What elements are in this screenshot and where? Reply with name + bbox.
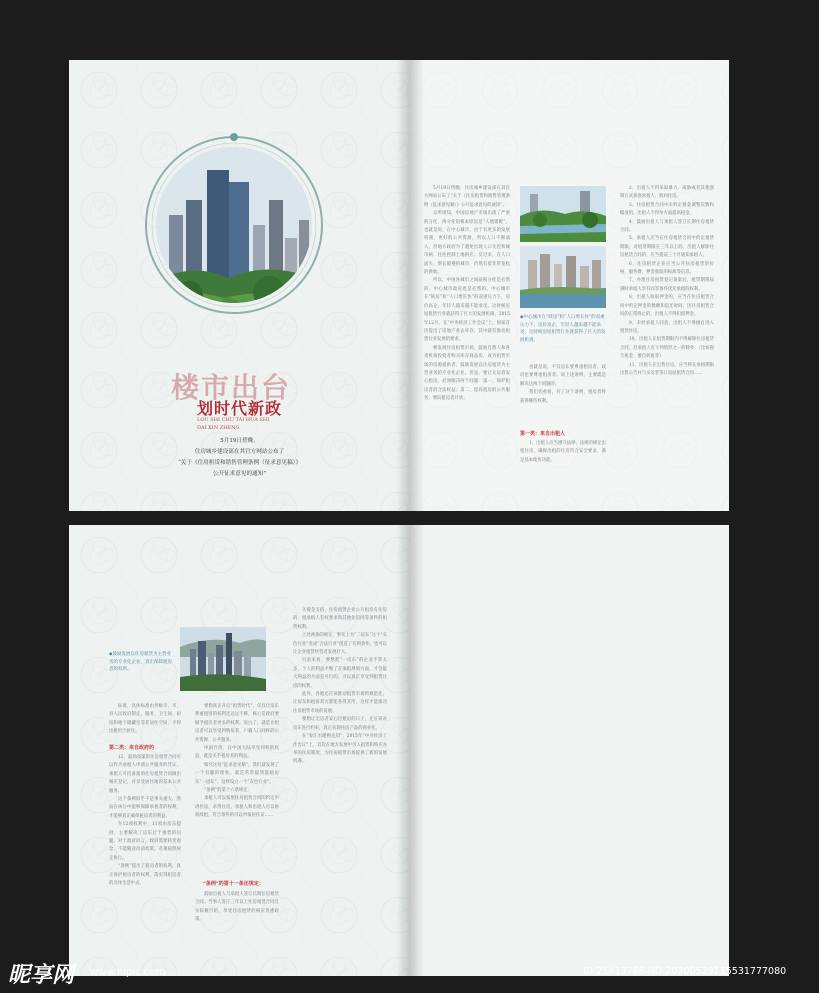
paragraph: 12、鼓励备案的住房租赁合同可以作为承租人申请公共服务的凭证，承租人可持备案的住房租赁合同做出相应登记，并享受居住地的基本公共服务。 [109, 755, 181, 794]
article-column-1 [424, 185, 510, 404]
section-heading: 第二类：来自政府的 [109, 745, 155, 751]
paragraph: 鼓励出租人与承租人签订长期住房租赁合同。当事人签订三年以上住房租赁合同且实际履行的，享受住房租赁的相应优惠政策。 [195, 892, 279, 923]
hongkong-skyline-photo [180, 627, 266, 691]
paragraph: 也就是说，不仅房东要尊重租房者，政府也要尊重租房者。而上述条例，主要就是解决这两个问题的。 [520, 365, 606, 387]
list-item: 11、出租人在出售住房，应当将在承租期限出售公告并与买受者签订房屋租赁合同…… [620, 362, 714, 376]
section-heading: 第一类：来自出租人 [520, 431, 566, 437]
list-item: 8、出租人收取押金的，应当在住房租赁合同中约定押金的数额和返还时间，因住房租赁合同的正常终止的，出租人不得扣留押金。 [620, 295, 714, 318]
riverside-city-photo [520, 246, 606, 308]
paragraph: 此外，各地还应该推动租赁市场的规范化，让房东和租客双方都能各得其所，这样才能推动住房租赁市场的发展。 [293, 692, 387, 714]
paragraph: 要发展住房租赁市场，鼓励自然人和各类机构投资者购买库存商品房，成为租赁市场的房源提供者，鼓励发展以住房租赁为主营业务的专业化企业。但是，要让无房者安心租房，必须解决两个问题：第一，保护租房者的合法权益；第二，提高租房的公共服务，要向租房者开放。 [424, 345, 510, 402]
article-column-2-items [520, 440, 606, 465]
watermark-id: ID:21413768 NO:20200529115531777080 [583, 966, 787, 977]
paragraph: 标准，具体标准由县级市、市、县人民政府制定，服务、卫生间、厨房和地下储藏室等非居住空间，不得出租用于居住。 [109, 704, 181, 735]
paragraph: 细究这份“征求意见稿”，我们就发现了一个有趣的现象，就是常常提到鼓励房东“一房东”，这样设立一个“友邑行业”。 [195, 762, 279, 785]
pinyin-line-1: LOU SHI CHU TAI HUA SHI [197, 417, 270, 423]
paragraph: 我们先看看，有了这个条例，租房者将获得哪些权利。 [520, 390, 606, 404]
photo-caption: ◆中心城市在“缺房”和“人口增长快”的双重压力下，房价高企，年轻人越来越不能承受，这时候房屋租赁行业就获得了巨大的发展机遇。 [520, 315, 606, 343]
paragraph: 上述两条的规定，事实上为“二房东”这个“灰色行业”变成“合法行业”创造了有利条件。也可以让企业租赁经营者发展壮大。 [293, 633, 387, 656]
spread1-left-page [69, 60, 410, 511]
intro-line: “关于《住房租赁和销售管理条例（征求意见稿）》 [177, 460, 302, 466]
list-item: 9、未经承租人同意，出租人不得擅自进入租赁住房。 [620, 320, 714, 334]
page-shadow [410, 60, 424, 511]
intro-line: 住房城乡建设部在其官方网站公布了 [194, 449, 285, 455]
title-subtitle: 划时代新政 [197, 399, 283, 418]
paragraph: 目前来看，要想把“一房东”的企业不算太多，个人的利益平衡了在承租规划方面，才会最大利益的方面是可行的，可以真正享受到租赁住房的权利。 [293, 658, 387, 689]
intro-line: 公开征求意见的通知” [212, 471, 267, 477]
list-item: 4、鼓励出租人与承租人签订长期住房租赁合同。 [620, 219, 714, 234]
page-shadow [410, 525, 424, 976]
watermark-url: www.nipic.com [90, 967, 166, 978]
paragraph: 要想让无房者安心过租房的日子，还应该对房东进行约束，真正实现住房产品的商业化。 [293, 717, 387, 731]
list-item: 2、出租人不得采取暴力、威胁或者其他强制方式驱逐承租人、收回住房。 [620, 186, 714, 200]
paragraph: 中国台湾，在中国大陆享受同样的权益，就是关乎租房者的利益。 [195, 746, 279, 760]
paragraph: “条例”的第十六条规定： [204, 788, 252, 794]
paragraph: 关键是支持，住房租赁企业公开租房有住房的，租承租人有权要求和其他住房同等条件的租赁权利。 [293, 608, 387, 630]
paragraph: 5月19日傍晚，住房城乡建设部在其官方网站公布了“关于《住房租赁和销售管理条例（征求意见稿）》公开征求意见的通知”。 [424, 186, 510, 208]
spread2-right-page [410, 525, 729, 976]
list-item: 5、承租人应当在住房租赁合同中约定租赁期限，对租赁期限在三年以上的，出租人解除住房租赁合同的，应当提前三个月通知承租人。 [620, 236, 714, 259]
paragraph: 这个条例似乎不是事关重大，然而在执行中能够保障承租者的权利，才能够真正确保租房者的利益。 [109, 797, 181, 819]
list-item: 10、出租人在租赁期限内不得解除住房租赁合同，但承租人有下列情形之一的除外：（比如拖欠租金、擅自转租等） [620, 337, 714, 360]
ring-dot [230, 133, 238, 141]
section-heading: “条例”的第十一条还规定： [203, 881, 264, 887]
park-photo [520, 186, 606, 242]
paragraph: “条例”提出了租房者的权利，真正保护租房者的权利，落实到租房者的具体生活中去。 [109, 864, 181, 887]
paragraph: 在“春江水暖鸭先知”，2015年“中央经济工作会议”上，首次在地方发展中引入租赁和购买并举的住房制度，为住房租赁市场提供了新的发展机遇。 [293, 734, 387, 765]
article-column-2-cont [195, 891, 279, 925]
paragraph: 承租人可以按照住房租赁合同的约定申请住房，求得住房，承租人和出租人可以协商续租，符合条件的可以申领居住证…… [195, 796, 279, 819]
spread2-left-page [69, 525, 410, 976]
paragraph: 所以，中国各城市之间面积分化是必然的。中心城市政府也是必然的。中心城市在“缺房”和“人口增长快”的双重压力下，房价高企，年轻人越来越不能承受。这时候房屋租赁行业就获得了巨大的发展机遇。2015年12月，在“中央经济工作会议”上，国家首次提出了房地产业去库存，其中就有推动租赁行业发展的要求。 [424, 278, 510, 343]
page-shadow [396, 525, 410, 976]
paragraph: 在12项权利中，11项由房东提供。主要解决了房东过于强势的问题。对于政府而言，政府需要转变观念，不能随意改动政策，必须按照规定执行。 [109, 822, 181, 861]
article-column-2 [195, 703, 279, 821]
article-column-1 [109, 703, 181, 737]
city-skyline-photo [129, 120, 339, 330]
list-item: 3、住房租赁合同中未约定租金调整次数和幅度的，出租人不得单方面提高租金。 [620, 202, 714, 217]
watermark-logo: 昵享网 [8, 963, 75, 988]
photo-caption: ◆鼓励发展以住房租赁为主营业务的专业化企业，真正保障租房者的权利。 [109, 652, 172, 672]
list-item: 7、办理住房租赁登记备案后，租赁期限届满时承租人享有同等条件优先承租的权利。 [620, 278, 714, 292]
title-main: 楼市出台 [171, 371, 292, 404]
list-item: 6、住房租赁企业应当公开住房租赁的价格、服务费、押金收取的标准等信息。 [620, 261, 714, 276]
article-column-1-cont [109, 754, 181, 889]
spread1-right-page [410, 60, 729, 511]
list-item: 1、出租人应当遵守法律、法规的规定出租住房，确保出租的住房符合安全要求，满足基本使用功能。 [520, 441, 606, 463]
pinyin-line-2: DAI XIN ZHENG [197, 425, 240, 431]
paragraph: 要想真正开启“租赁时代”，仅仅让房东尊重租客的权利还远远不够，核心是政府要赋予租房者更多的权利。说白了，就是让租房者可以享受到购房者、户籍人口同样的公共资源、公共服务。 [195, 704, 279, 743]
intro-line: 5月19日傍晚， [220, 438, 259, 444]
article-column-3 [620, 185, 714, 378]
article-column-2 [520, 364, 606, 406]
article-column-3 [293, 607, 387, 767]
paragraph: 众所周知，中国房地产市场出现了严重的分化，两分化的根本原因是“人地错配”，也就是说，在中心城市，由于有更多的发展机遇，更好的公共资源，所以人口不断涌入，但地方政府为了避免出现人口失控和城市病，往往控制土地供应；反过来，在人口流失、增长缓慢的城市，仍然有着非常宽松的供地。 [424, 211, 510, 276]
